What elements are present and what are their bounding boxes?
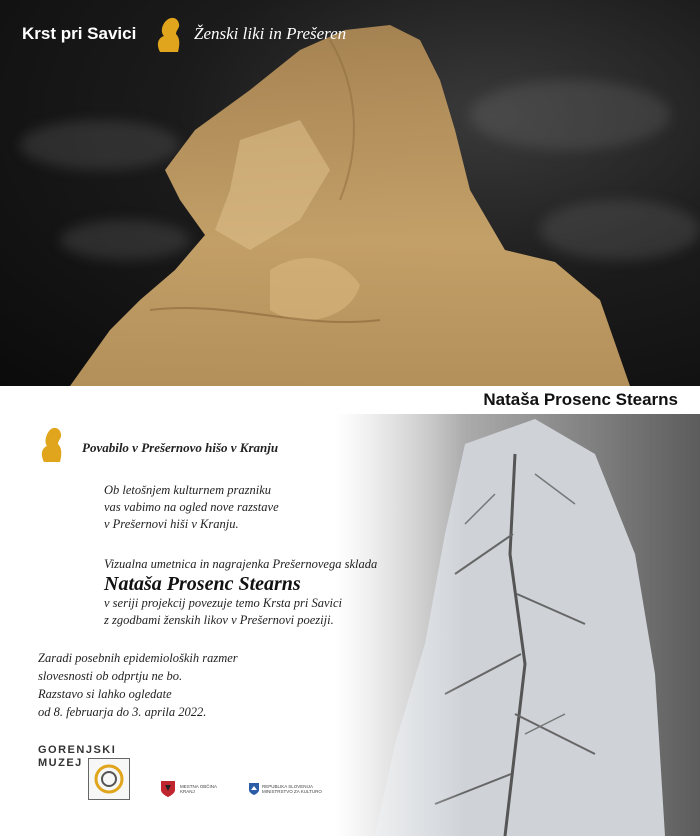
brand-title: Krst pri Savici (22, 24, 137, 43)
kranj-label: MESTNA OBČINA KRANJ (180, 784, 217, 794)
museum-emblem-icon (89, 759, 129, 799)
text-line: slovesnosti ob odprtju ne bo. (38, 669, 183, 683)
text-line: Ob letošnjem kulturnem prazniku (104, 483, 271, 497)
text-line: od 8. februarja do 3. aprila 2022. (38, 705, 207, 719)
preseren-silhouette-logo (150, 14, 184, 54)
hero-image (0, 0, 700, 386)
text-line: vas vabimo na ogled nove razstave (104, 500, 279, 514)
tree-photo-art (335, 414, 700, 836)
artist-name-header: Nataša Prosenc Stearns (483, 390, 678, 409)
text-line: v seriji projekcij povezuje temo Krsta pri Savici (104, 596, 343, 610)
text-line: z zgodbami ženskih likov v Prešernovi poeziji. (104, 613, 334, 627)
ministry-label-line: MINISTRSTVO ZA KULTURO (262, 789, 322, 794)
museum-name-line: MUZEJ (38, 757, 83, 769)
tree-photo (335, 414, 700, 836)
museum-logo-icon (88, 758, 130, 800)
artist-paragraph (104, 556, 377, 629)
invitation-title: Povabilo v Prešernovo hišo v Kranju (82, 440, 279, 455)
text-line: Vizualna umetnica in nagrajenka Prešernovega sklada (104, 557, 378, 571)
text-line: Zaradi posebnih epidemioloških razmer (38, 651, 238, 665)
notice-paragraph (38, 649, 238, 721)
intro-paragraph (104, 482, 279, 533)
ministry-label-line: REPUBLIKA SLOVENIJA (262, 784, 314, 789)
preseren-silhouette-logo (36, 424, 64, 464)
museum-name-line: GORENJSKI (38, 744, 117, 756)
artist-name: Nataša Prosenc Stearns (104, 573, 301, 595)
slovenia-coat-of-arms-icon (248, 782, 260, 796)
sepia-figure (0, 0, 700, 386)
kranj-coat-of-arms-icon (160, 780, 176, 798)
brand-subtitle: Ženski liki in Prešeren (194, 24, 347, 43)
text-line: Razstavo si lahko ogledate (38, 687, 172, 701)
ministry-label (262, 784, 322, 794)
text-line: v Prešernovi hiši v Kranju. (104, 517, 239, 531)
